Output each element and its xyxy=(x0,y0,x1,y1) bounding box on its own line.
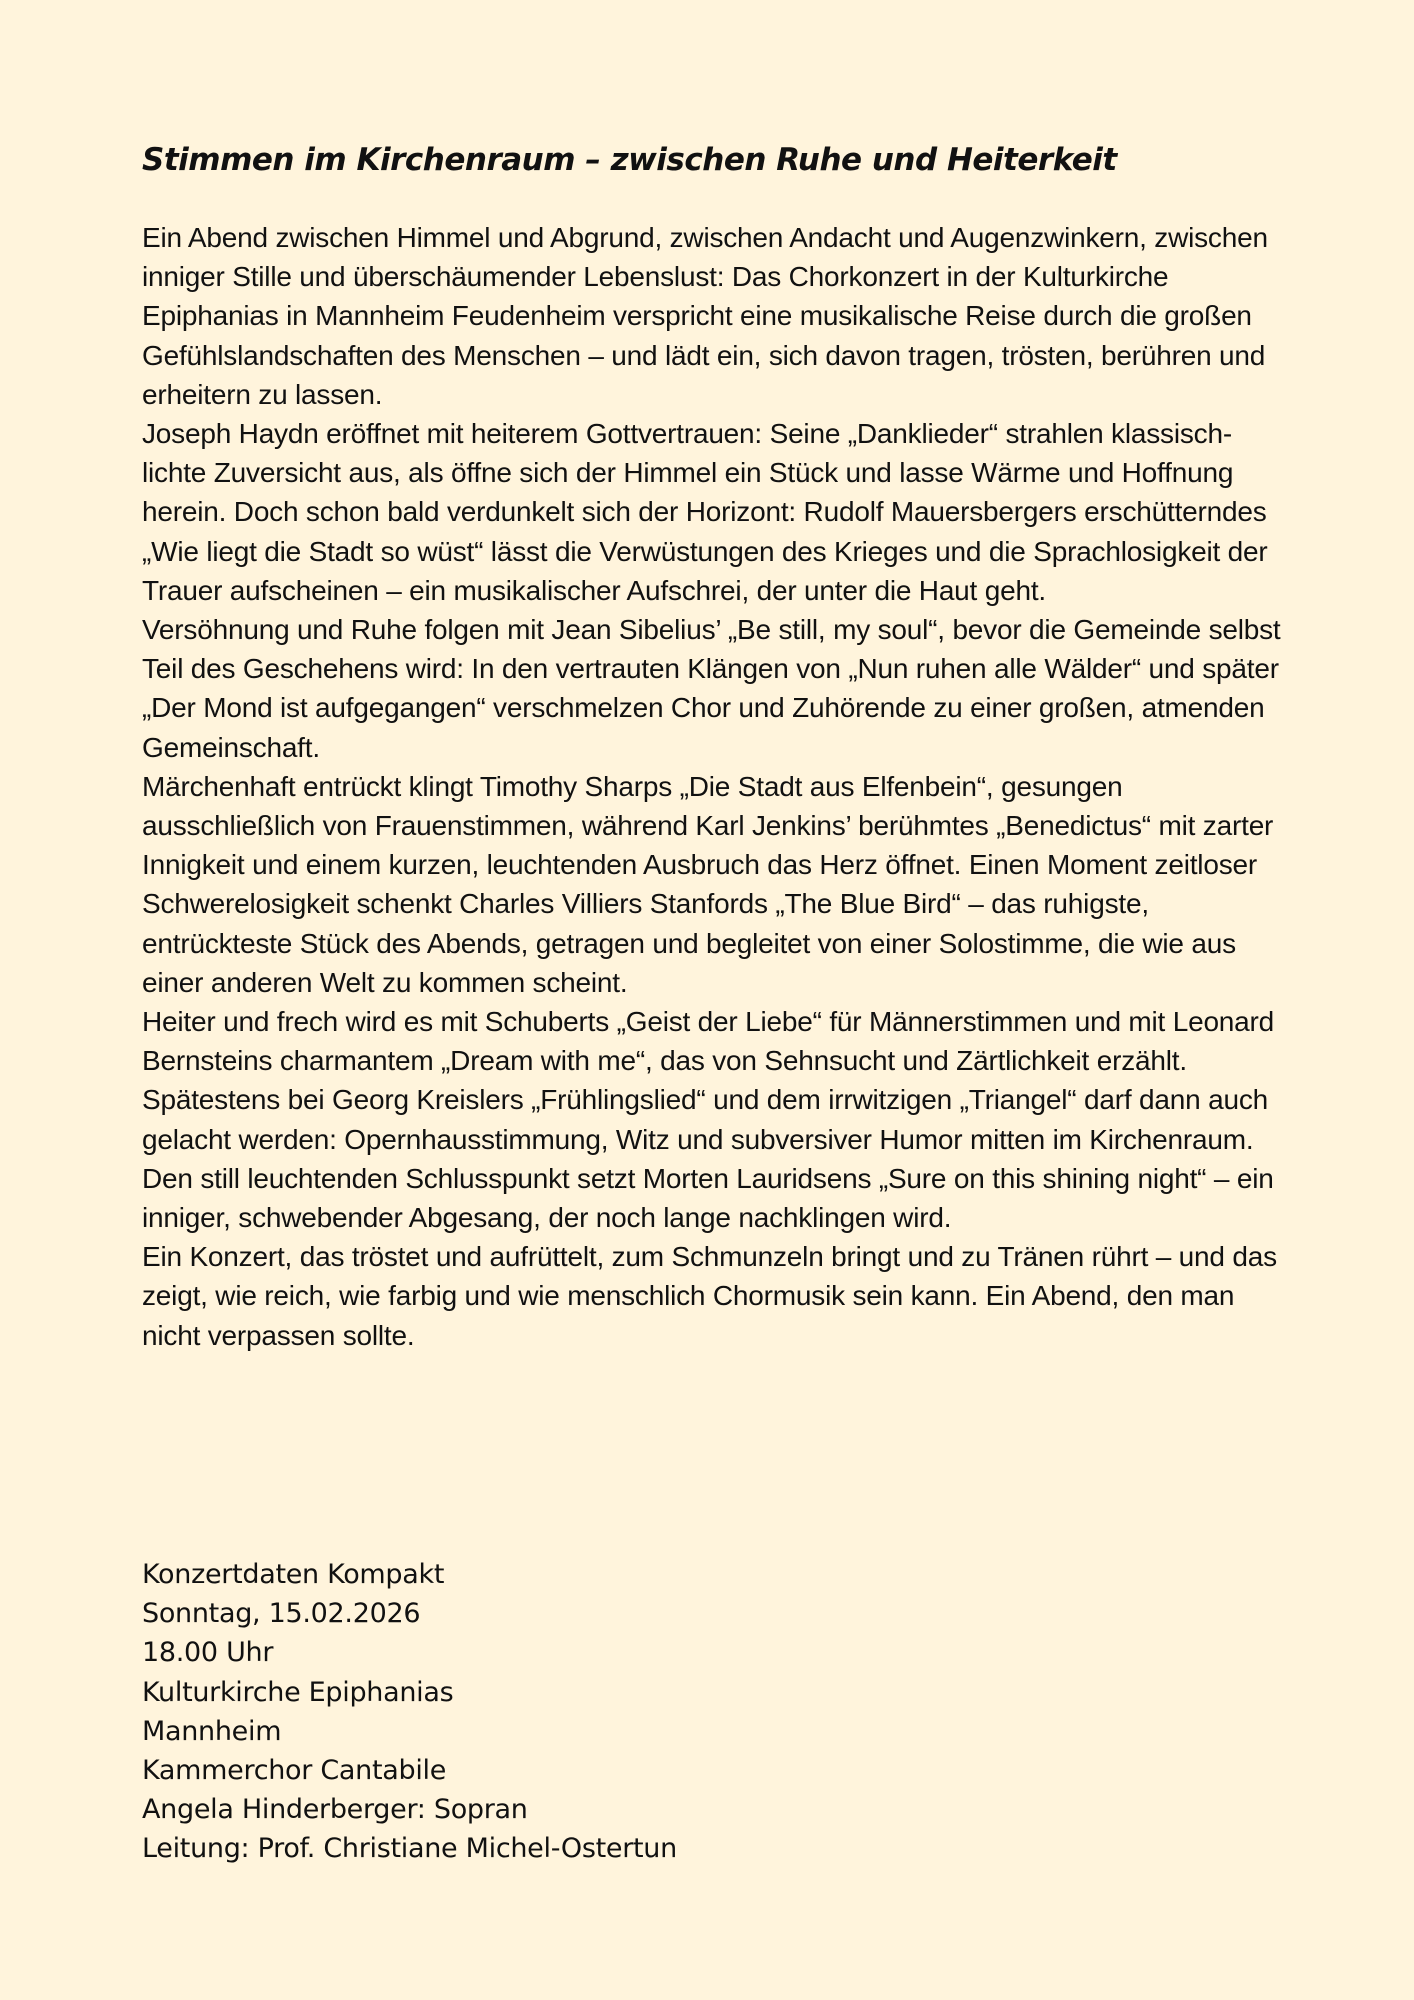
paragraph-closing: Ein Konzert, das tröstet und aufrüttelt, zum Schmunzeln bringt und zu Tränen rührt – und das zeigt, wie reich, wie farbig und wie menschlich Chormusik sein kann. Ein Abend, den man nicht verpassen sollte. xyxy=(142,1241,1277,1351)
facts-conductor: Leitung: Prof. Christiane Michel-Ostertun xyxy=(142,1833,677,1865)
paragraph-sibelius: Versöhnung und Ruhe folgen mit Jean Sibelius’ „Be still, my soul“, bevor die Gemeinde selbst Teil des Geschehens wird: In den vertrauten Klängen von „Nun ruhen alle Wälder“ und später „Der Mond ist aufgegangen“ verschmelzen Chor und Zuhörende zu einer großen, atmenden Gemeinschaft. xyxy=(142,614,1281,763)
paragraph-lauridsen: Den still leuchtenden Schlusspunkt setzt Morten Lauridsens „Sure on this shining night“ – ein inniger, schwebender Abgesang, der noch lange nachklingen wird. xyxy=(142,1162,1274,1234)
paragraph-sharp: Märchenhaft entrückt klingt Timothy Sharps „Die Stadt aus Elfenbein“, gesungen ausschließlich von Frauenstimmen, während Karl Jenkins’ berühmtes „Benedictus“ mit zarter Innigkeit und einem kurzen, leuchtenden Ausbruch das Herz öffnet. Einen Moment zeitloser Schwerelosigkeit schenkt Charles Villiers Stanfords „The Blue Bird“ – das ruhigste, entrückteste Stück des Abends, getragen und begleitet von einer Solostimme, die wie aus einer anderen Welt zu kommen scheint. xyxy=(142,770,1274,998)
facts-soloist: Angela Hinderberger: Sopran xyxy=(142,1794,528,1826)
paragraph-intro: Ein Abend zwischen Himmel und Abgrund, zwischen Andacht und Augenzwinkern, zwischen inniger Stille und überschäumender Lebenslust: Das Chorkonzert in der Kulturkirche Epiphanias in Mannheim Feudenheim verspricht eine musikalische Reise durch die großen Gefühlslandschaften des Menschen – und lädt ein, sich davon tragen, trösten, berühren und erheitern zu lassen. xyxy=(142,222,1268,410)
facts-time: 18.00 Uhr xyxy=(142,1637,274,1669)
facts-date: Sonntag, 15.02.2026 xyxy=(142,1598,421,1630)
facts-city: Mannheim xyxy=(142,1715,282,1747)
facts-heading: Konzertdaten Kompakt xyxy=(142,1559,445,1590)
document-page xyxy=(142,138,1282,1355)
paragraph-haydn: Joseph Haydn eröffnet mit heiterem Gottvertrauen: Seine „Danklieder“ strahlen klassisch-lichte Zuversicht aus, als öffne sich der Himmel ein Stück und lasse Wärme und Hoffnung herein. Doch schon bald verdunkelt sich der Horizont: Rudolf Mauersbergers erschütterndes „Wie liegt die Stadt so wüst“ lässt die Verwüstungen des Krieges und die Sprachlosigkeit der Trauer aufscheinen – ein musikalischer Aufschrei, der unter die Haut geht. xyxy=(142,418,1268,606)
paragraph-schubert: Heiter und frech wird es mit Schuberts „Geist der Liebe“ für Männerstimmen und mit Leonard Bernsteins charmantem „Dream with me“, das von Sehnsucht und Zärtlichkeit erzählt. Spätestens bei Georg Kreislers „Frühlingslied“ und dem irrwitzigen „Triangel“ darf dann auch gelacht werden: Opernhausstimmung, Witz und subversiver Humor mitten im Kirchenraum. xyxy=(142,1006,1275,1155)
document-title: Stimmen im Kirchenraum – zwischen Ruhe und Heiterkeit xyxy=(142,142,1117,178)
concert-facts xyxy=(142,1555,677,1869)
facts-choir: Kammerchor Cantabile xyxy=(142,1755,447,1787)
facts-venue: Kulturkirche Epiphanias xyxy=(142,1676,454,1708)
article-body xyxy=(142,218,1282,1355)
